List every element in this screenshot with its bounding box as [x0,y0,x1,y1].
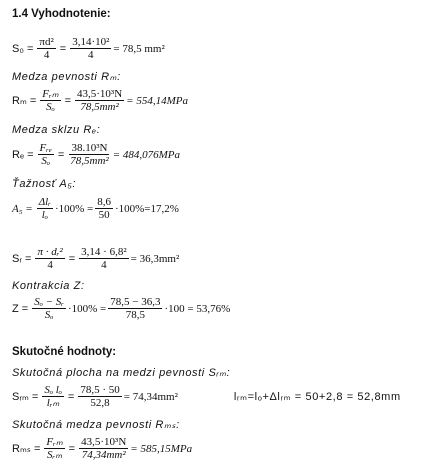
fraction-denominator: 4 [47,259,53,271]
fraction-numerator: 78,5 − 36,3 [110,296,161,308]
fraction-denominator: 74,34mm² [81,449,126,461]
fraction [37,36,55,61]
fraction [70,36,111,61]
label-text: Ťažnosť A₅: [12,178,77,190]
fraction [79,436,128,461]
label-re [12,124,100,136]
fraction [44,436,64,461]
label-z [12,280,85,292]
label-text: Medza sklzu Rₑ: [12,124,101,136]
fraction-numerator: Δlᵣ [38,196,51,208]
label-text: Skutočná plocha na medzi pevnosti Sᵣₘ: [12,367,231,379]
equation-srm [12,384,401,409]
eq-lhs: Rₘ = [12,95,37,107]
eq-result: = 585,15MPa [130,442,193,455]
eq-lhs: Rₑ = [12,148,34,161]
eq-result: ·100%=17,2% [114,202,179,215]
fraction-numerator: 43,5·10³N [77,88,123,100]
fraction-denominator: 4 [88,49,94,61]
eq-result: = 484,076MPa [112,148,181,161]
equation-s0 [12,36,165,61]
fraction-denominator: 78,5mm² [80,101,119,113]
fraction-numerator: 3,14·10² [72,36,110,48]
eq-lhs: A₅ = [12,202,33,215]
fraction-numerator: 78,5 · 50 [80,384,120,396]
fraction-numerator: 43,5·10³N [81,436,127,448]
fraction-numerator: 38.10³N [71,142,108,154]
fraction-numerator: Fᵣₘ [42,88,59,100]
fraction [79,246,128,271]
equals-sign: = [67,390,75,403]
fraction-numerator: π · dᵣ² [37,246,63,258]
equation-a5 [12,196,179,221]
fraction [42,384,64,409]
label-srm [12,366,230,379]
fraction-numerator: 8,6 [97,196,111,208]
label-a5 [12,178,76,190]
fraction-denominator: 4 [43,49,50,61]
fraction [95,196,113,221]
equals-sign: = [68,442,76,455]
fraction-numerator: Fᵣₑ [39,142,52,154]
label-text: Medza pevnosti Rₘ: [12,71,121,83]
eq-result: = 36,3mm² [130,252,180,265]
eq-lhs: Z = [12,302,29,315]
eq-lhs: Rₘₛ = [12,443,41,455]
fraction-denominator: Sₒ [41,155,50,167]
fraction-denominator: 78,5mm² [70,155,109,167]
eq-lhs: Sᵣ = [12,252,32,265]
eq-result: = 554,14MPa [126,94,188,107]
fraction [75,88,124,113]
fraction-numerator: 3,14 · 6,8² [81,246,127,258]
fraction [37,196,53,221]
fraction-denominator: 52,8 [90,397,110,409]
section-heading [12,8,111,20]
fraction-denominator: lₒ [41,209,48,221]
eq-lhs: Sᵣₘ = [12,391,39,403]
equation-rm [12,88,188,113]
eq-result: = 74,34mm² [123,390,178,403]
fraction-numerator: Sₒ − Sᵣ [34,296,64,308]
fraction [68,142,110,167]
fraction [108,296,162,321]
eq-lhs: S₀ = [12,42,34,55]
label-rms [12,418,180,431]
equals-sign: = [68,252,76,265]
eq-result: = 78,5 mm² [113,42,165,55]
fraction [78,384,121,409]
fraction-numerator: Sₒ lₒ [44,384,62,396]
eq-aside: lᵣₘ=lₒ+Δlᵣₘ = 50+2,8 = 52,8mm [233,391,401,403]
equation-re [12,142,180,167]
section-heading-text: 1.4 Vyhodnotenie: [12,8,111,20]
fraction [35,246,64,271]
fraction [40,88,60,113]
fraction [32,296,66,321]
fraction-denominator: 78,5 [125,309,145,321]
section-heading-2 [12,346,116,358]
equation-rms [12,436,192,461]
label-text: Skutočná medza pevnosti Rₘₛ: [12,419,180,431]
fraction-denominator: Sₒ [44,309,54,321]
equals-sign: = [57,148,65,161]
fraction-denominator: Sₒ [46,101,55,113]
equation-z [12,296,230,321]
fraction-numerator: πd² [39,36,54,48]
eq-mid: ·100% = [67,302,107,315]
fraction-denominator: 4 [101,259,107,271]
section-heading-text: Skutočné hodnoty: [12,346,117,358]
eq-mid: ·100% = [54,202,94,215]
label-text: Kontrakcia Z: [12,280,85,292]
fraction-denominator: lᵣₘ [46,397,60,409]
eq-result: ·100 = 53,76% [164,302,231,315]
fraction-denominator: 50 [98,209,110,221]
label-rm [12,70,121,83]
fraction-denominator: Sᵣₘ [47,449,63,461]
fraction-numerator: Fᵣₘ [46,436,63,448]
equals-sign: = [59,42,67,55]
equals-sign: = [64,94,71,107]
equation-sr [12,246,179,271]
fraction [38,142,54,167]
